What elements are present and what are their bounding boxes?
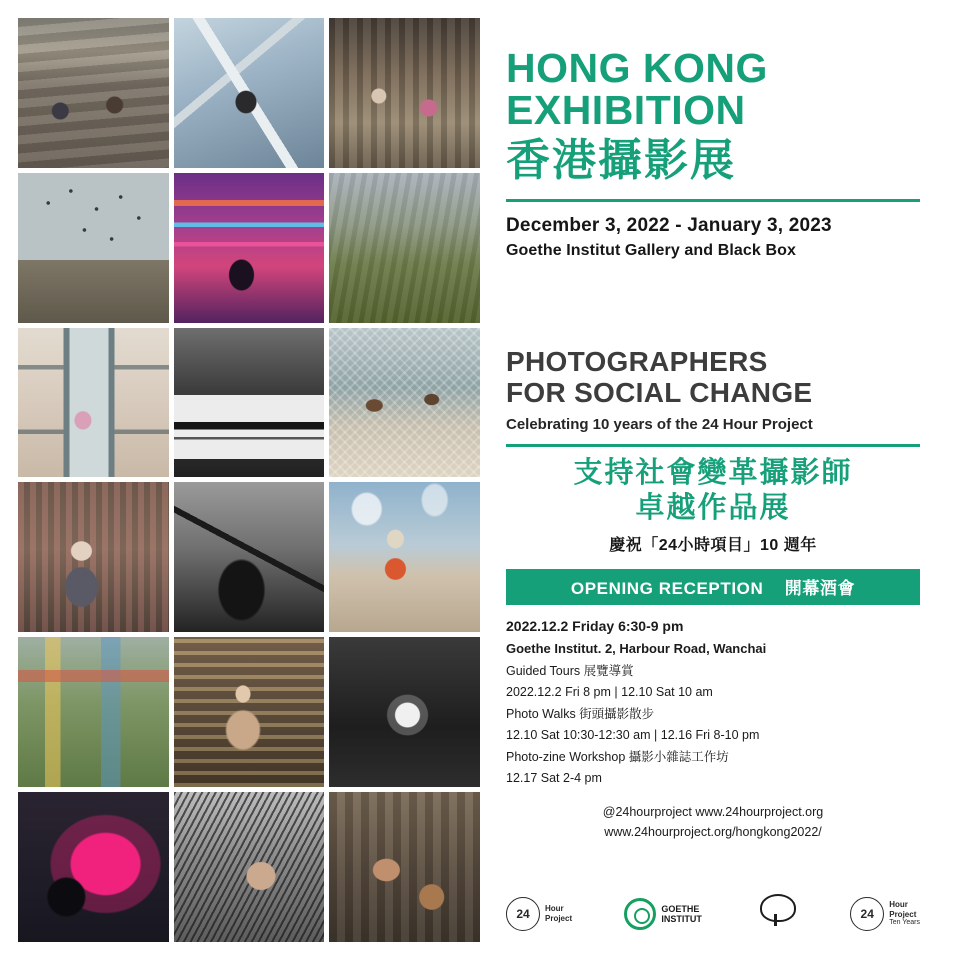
exhibition-dates: December 3, 2022 - January 3, 2023	[506, 214, 832, 236]
photo-11-silhouette	[174, 482, 325, 632]
logo-line-2: Project	[889, 909, 917, 919]
subtitle-line-1: PHOTOGRAPHERS	[506, 345, 768, 377]
detail-line: Goethe Institut. 2, Harbour Road, Wanchai	[506, 641, 767, 657]
photo-4-birds	[18, 173, 169, 323]
subtitle-chinese-line-2: 卓越作品展	[635, 491, 791, 524]
photo-14-figure	[174, 637, 325, 787]
24-icon: 24	[850, 897, 884, 931]
goethe-ring-icon	[624, 898, 656, 930]
photo-12-figure	[329, 482, 480, 632]
photo-cell	[174, 482, 325, 632]
logo-24-ten-years-text	[889, 900, 920, 928]
photo-cell	[174, 328, 325, 478]
photo-1-figures	[18, 18, 169, 168]
photo-cell	[329, 173, 480, 323]
opening-reception-banner	[506, 569, 920, 605]
detail-line: Photo Walks 街頭攝影散步	[506, 706, 655, 721]
divider-top	[506, 199, 920, 202]
photo-cell	[174, 637, 325, 787]
photo-cell	[18, 328, 169, 478]
tree-crown	[760, 894, 796, 922]
divider-middle	[506, 444, 920, 447]
subtitle-note: Celebrating 10 years of the 24 Hour Project	[506, 415, 813, 433]
detail-line: 2022.12.2 Friday 6:30-9 pm	[506, 618, 684, 635]
photo-13-houses	[18, 637, 169, 787]
logo-goethe-institut	[624, 898, 702, 930]
photo-cell	[18, 18, 169, 168]
subtitle	[506, 346, 920, 409]
logo-line-1: Hour	[545, 904, 564, 914]
subtitle-chinese-note: 慶祝「24小時項目」10 週年	[609, 537, 817, 555]
logo-goethe-text	[661, 904, 702, 925]
photo-cell	[329, 482, 480, 632]
photo-cell	[18, 637, 169, 787]
hongkong-page-link[interactable]: www.24hourproject.org/hongkong2022/	[604, 825, 822, 840]
photo-6-field	[329, 173, 480, 323]
detail-line: 12.17 Sat 2-4 pm	[506, 771, 602, 786]
photo-cell	[329, 328, 480, 478]
photo-18-figure	[329, 792, 480, 942]
24-icon: 24	[506, 897, 540, 931]
photo-2-figure	[174, 18, 325, 168]
subtitle-line-2: FOR SOCIAL CHANGE	[506, 377, 813, 409]
photo-cell	[329, 792, 480, 942]
photo-5-figure	[174, 173, 325, 323]
photo-17-faces	[174, 792, 325, 942]
title-chinese: 香港攝影展	[506, 135, 736, 185]
tree-trunk	[774, 914, 777, 926]
logo-line-1: GOETHE	[661, 903, 700, 914]
logo-24-hour-project-ten-years	[850, 897, 920, 931]
page-title	[506, 45, 920, 133]
reception-label: OPENING RECEPTION	[570, 579, 764, 599]
title-line-2: EXHIBITION	[506, 86, 746, 133]
detail-line: Guided Tours 展覽導賞	[506, 663, 634, 678]
photo-9-figures	[329, 328, 480, 478]
photo-cell	[18, 792, 169, 942]
info-panel	[480, 0, 960, 960]
logo-row	[506, 894, 920, 934]
logo-24-hour-project-text	[545, 904, 572, 923]
photo-15-swimmer	[329, 637, 480, 787]
title-line-1: HONG KONG	[506, 45, 768, 91]
exhibition-venue: Goethe Institut Gallery and Black Box	[506, 241, 796, 259]
event-details	[506, 614, 920, 789]
photo-16-figure	[18, 792, 169, 942]
logo-line-2: INSTITUT	[661, 914, 702, 924]
spacer	[506, 260, 920, 346]
photo-cell	[174, 18, 325, 168]
photo-10-figure	[18, 482, 169, 632]
subtitle-chinese	[506, 456, 920, 527]
photo-7-figure	[18, 328, 169, 478]
photo-cell	[174, 792, 325, 942]
logo-line-3: Ten Years	[889, 919, 920, 927]
subtitle-chinese-line-1: 支持社會變革攝影師	[573, 456, 853, 489]
links	[506, 802, 920, 843]
logo-line-1: Hour	[889, 900, 908, 910]
photo-cell	[18, 482, 169, 632]
photo-cell	[329, 18, 480, 168]
photo-3-figures	[329, 18, 480, 168]
detail-line: 2022.12.2 Fri 8 pm | 12.10 Sat 10 am	[506, 685, 713, 700]
photo-cell	[329, 637, 480, 787]
photo-cell	[174, 173, 325, 323]
logo-line-2: Project	[545, 914, 573, 923]
logo-24-hour-project	[506, 897, 572, 931]
reception-label-chinese: 開幕酒會	[784, 579, 856, 599]
detail-line: 12.10 Sat 10:30-12:30 am | 12.16 Fri 8-10 pm	[506, 728, 760, 743]
logo-tree-organisation	[754, 894, 798, 934]
tree-icon	[754, 894, 798, 934]
photo-8-headline	[174, 328, 325, 478]
photo-cell	[18, 173, 169, 323]
social-and-website-line[interactable]: @24hourproject www.24hourproject.org	[602, 804, 824, 819]
detail-line: Photo-zine Workshop 攝影小雜誌工作坊	[506, 749, 729, 764]
